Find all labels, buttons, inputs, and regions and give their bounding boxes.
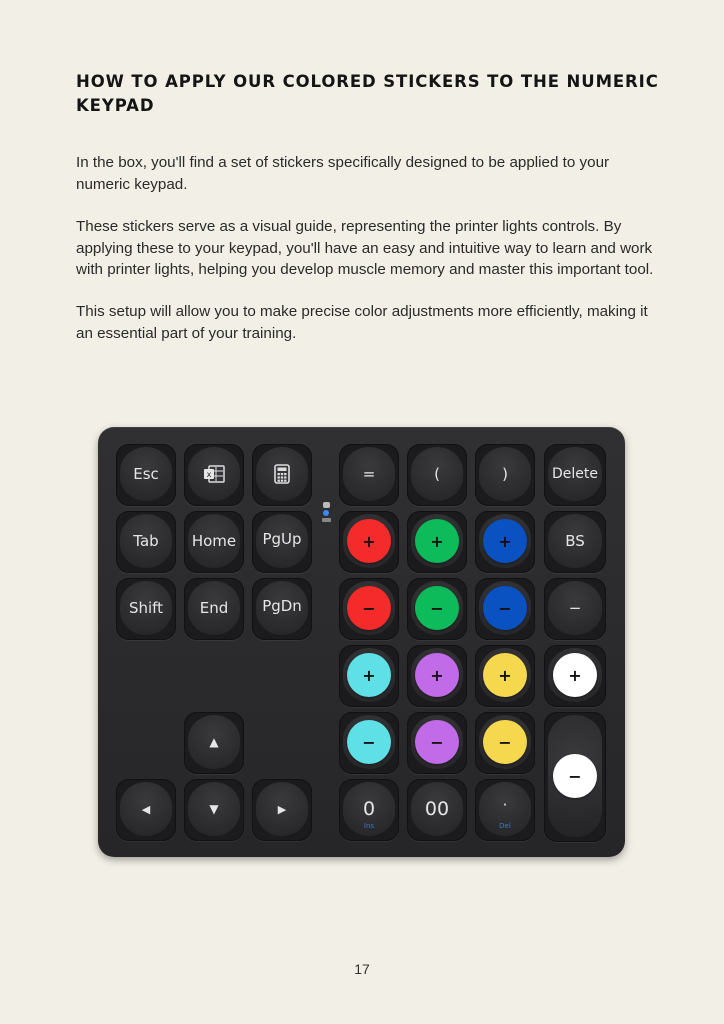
delete-key-label: Delete	[552, 466, 598, 482]
zero-key-label: 0	[362, 798, 376, 820]
green-minus-sticker: −	[415, 586, 459, 630]
zero-key	[339, 779, 399, 841]
blue-plus-sticker: +	[483, 519, 527, 563]
purple-plus-sticker: +	[415, 653, 459, 697]
green-plus-key	[407, 511, 467, 573]
delete-key	[544, 444, 606, 506]
cyan-minus-key	[339, 712, 399, 774]
ins-sublabel: Ins	[363, 822, 375, 830]
home-key-label: Home	[191, 532, 237, 550]
cyan-plus-sticker: +	[347, 653, 391, 697]
esc-key	[116, 444, 176, 506]
minus-key-label: −	[568, 599, 582, 617]
cyan-plus-key	[339, 645, 399, 707]
arrow-left-key	[116, 779, 176, 841]
equals-key-label: =	[362, 465, 376, 483]
equals-key	[339, 444, 399, 506]
blue-minus-sticker: −	[483, 586, 527, 630]
cyan-minus-sticker: −	[347, 720, 391, 764]
excel-key	[184, 444, 244, 506]
blue-plus-key	[475, 511, 535, 573]
battery-icon	[322, 518, 331, 522]
bs-key-label: BS	[565, 532, 585, 550]
yellow-minus-key	[475, 712, 535, 774]
calculator-icon	[274, 464, 290, 484]
page-title: HOW TO APPLY OUR COLORED STICKERS TO THE NUMERIC KEYPAD	[76, 72, 659, 115]
white-plus-key	[544, 645, 606, 707]
excel-icon	[203, 465, 225, 483]
double-zero-key-label: 00	[424, 798, 450, 820]
pgdn-key	[252, 578, 312, 640]
pgup-key	[252, 511, 312, 573]
shift-key-label: Shift	[128, 599, 164, 617]
lock-indicator-leds	[320, 502, 332, 528]
numeric-keypad-image	[98, 427, 625, 857]
paragraph-purpose: These stickers serve as a visual guide, representing the printer lights controls. By applying these to your keypad, you'll have an easy and intuitive way to learn and work with printer lights, helping you develop muscle memory and master this important tool.	[76, 218, 654, 278]
white-plus-sticker: +	[553, 653, 597, 697]
end-key	[184, 578, 244, 640]
paren-close-key	[475, 444, 535, 506]
green-minus-key	[407, 578, 467, 640]
dot-key-label: ·	[502, 796, 508, 814]
blue-minus-key	[475, 578, 535, 640]
paragraph-benefit: This setup will allow you to make precise color adjustments more efficiently, making it an essential part of your training.	[76, 303, 648, 342]
arrow-left-icon: ◀	[141, 802, 151, 816]
pgdn-key-label: PgDn	[262, 597, 302, 615]
paren-open-key-label: (	[434, 465, 440, 483]
red-plus-sticker: +	[347, 519, 391, 563]
tab-key	[116, 511, 176, 573]
red-minus-key	[339, 578, 399, 640]
double-zero-key	[407, 779, 467, 841]
svg-text:x: x	[206, 470, 212, 479]
calculator-key	[252, 444, 312, 506]
home-key	[184, 511, 244, 573]
minus-key	[544, 578, 606, 640]
end-key-label: End	[199, 599, 229, 617]
del-sublabel: Del	[499, 822, 511, 830]
white-minus-sticker: −	[553, 754, 597, 798]
shift-key	[116, 578, 176, 640]
lock-icon	[323, 502, 330, 508]
red-plus-key	[339, 511, 399, 573]
paren-close-key-label: )	[502, 465, 508, 483]
arrow-right-icon: ▶	[277, 802, 287, 816]
green-plus-sticker: +	[415, 519, 459, 563]
yellow-plus-sticker: +	[483, 653, 527, 697]
purple-minus-sticker: −	[415, 720, 459, 764]
red-minus-sticker: −	[347, 586, 391, 630]
pgup-key-label: PgUp	[262, 530, 302, 548]
esc-key-label: Esc	[133, 465, 159, 483]
white-minus-key	[544, 712, 606, 842]
dot-key	[475, 779, 535, 841]
purple-minus-key	[407, 712, 467, 774]
arrow-down-key	[184, 779, 244, 841]
bs-key	[544, 511, 606, 573]
yellow-plus-key	[475, 645, 535, 707]
status-led-blue	[323, 510, 329, 516]
yellow-minus-sticker: −	[483, 720, 527, 764]
tab-key-label: Tab	[133, 532, 159, 550]
arrow-down-icon: ▼	[209, 802, 219, 816]
arrow-up-key	[184, 712, 244, 774]
arrow-up-icon: ▲	[209, 735, 219, 749]
paren-open-key	[407, 444, 467, 506]
arrow-right-key	[252, 779, 312, 841]
page-number: 17	[354, 961, 370, 977]
purple-plus-key	[407, 645, 467, 707]
paragraph-intro: In the box, you'll find a set of stickers specifically designed to be applied to your numeric keypad.	[76, 154, 610, 193]
